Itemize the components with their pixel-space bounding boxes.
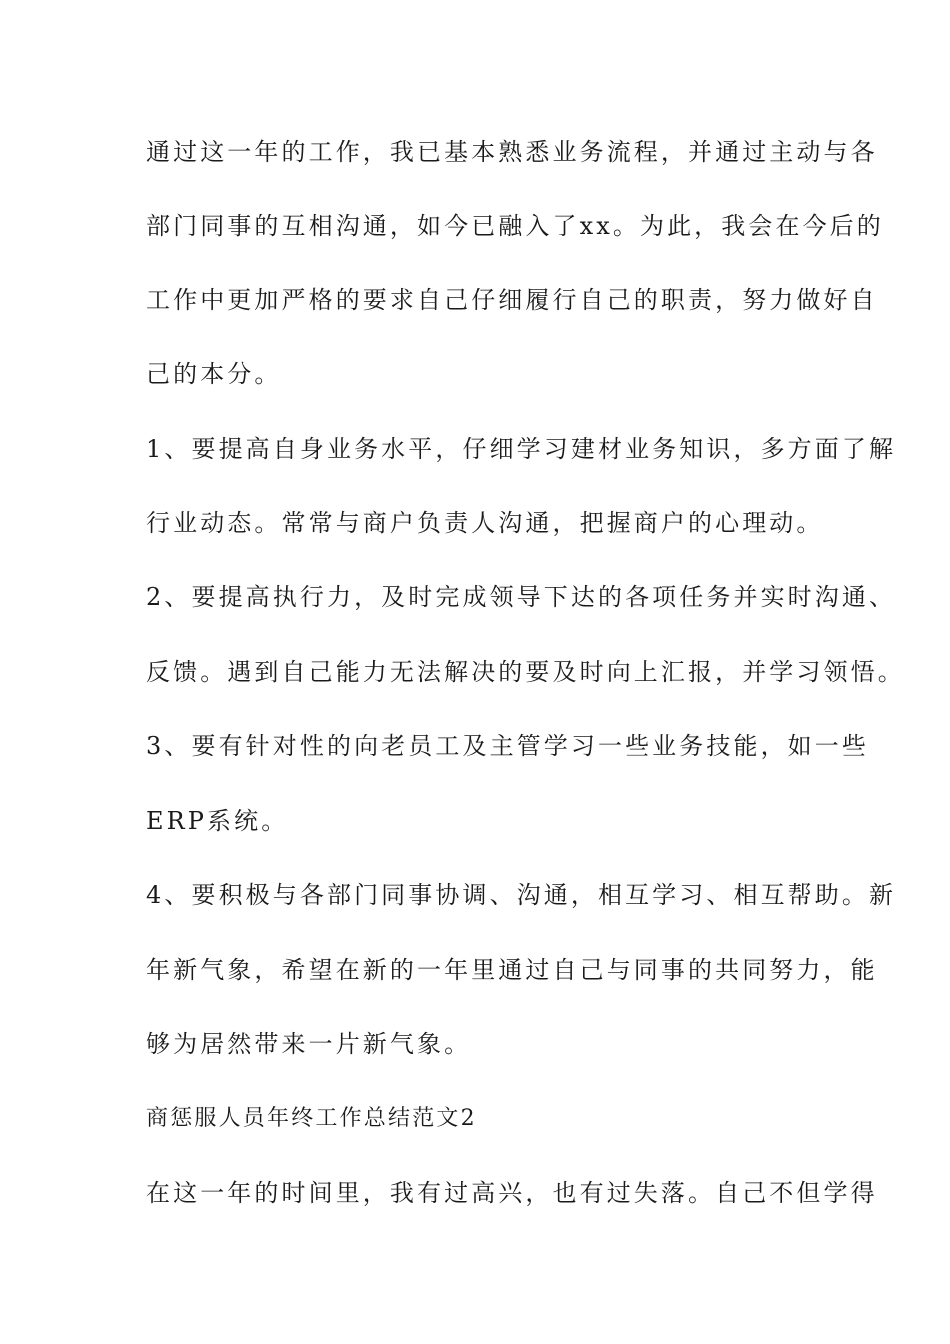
list-item-line: 1、要提高自身业务水平，仔细学习建材业务知识，多方面了解 [146, 435, 897, 463]
list-item-line: 年新气象，希望在新的一年里通过自己与同事的共同努力，能 [146, 956, 878, 984]
list-item-line: 3、要有针对性的向老员工及主管学习一些业务技能，如一些 [146, 732, 869, 760]
section-heading: 商惩服人员年终工作总结范文2 [146, 1106, 477, 1131]
paragraph-line: 己的本分。 [146, 360, 282, 388]
list-item-line: 行业动态。常常与商户负责人沟通，把握商户的心理动。 [146, 509, 824, 537]
list-item-line: ERP系统。 [146, 807, 289, 835]
list-item-line: 够为居然带来一片新气象。 [146, 1030, 472, 1058]
paragraph-line: 部门同事的互相沟通，如今已融入了xx。为此，我会在今后的 [146, 212, 884, 240]
list-item-line: 2、要提高执行力，及时完成领导下达的各项任务并实时沟通、 [146, 583, 897, 611]
paragraph-line: 通过这一年的工作，我已基本熟悉业务流程，并通过主动与各 [146, 138, 878, 166]
list-item-line: 4、要积极与各部门同事协调、沟通，相互学习、相互帮助。新 [146, 881, 897, 909]
paragraph-line: 工作中更加严格的要求自己仔细履行自己的职责，努力做好自 [146, 286, 878, 314]
paragraph-line: 在这一年的时间里，我有过高兴，也有过失落。自己不但学得 [146, 1179, 878, 1207]
list-item-line: 反馈。遇到自己能力无法解决的要及时向上汇报，并学习领悟。 [146, 658, 905, 686]
